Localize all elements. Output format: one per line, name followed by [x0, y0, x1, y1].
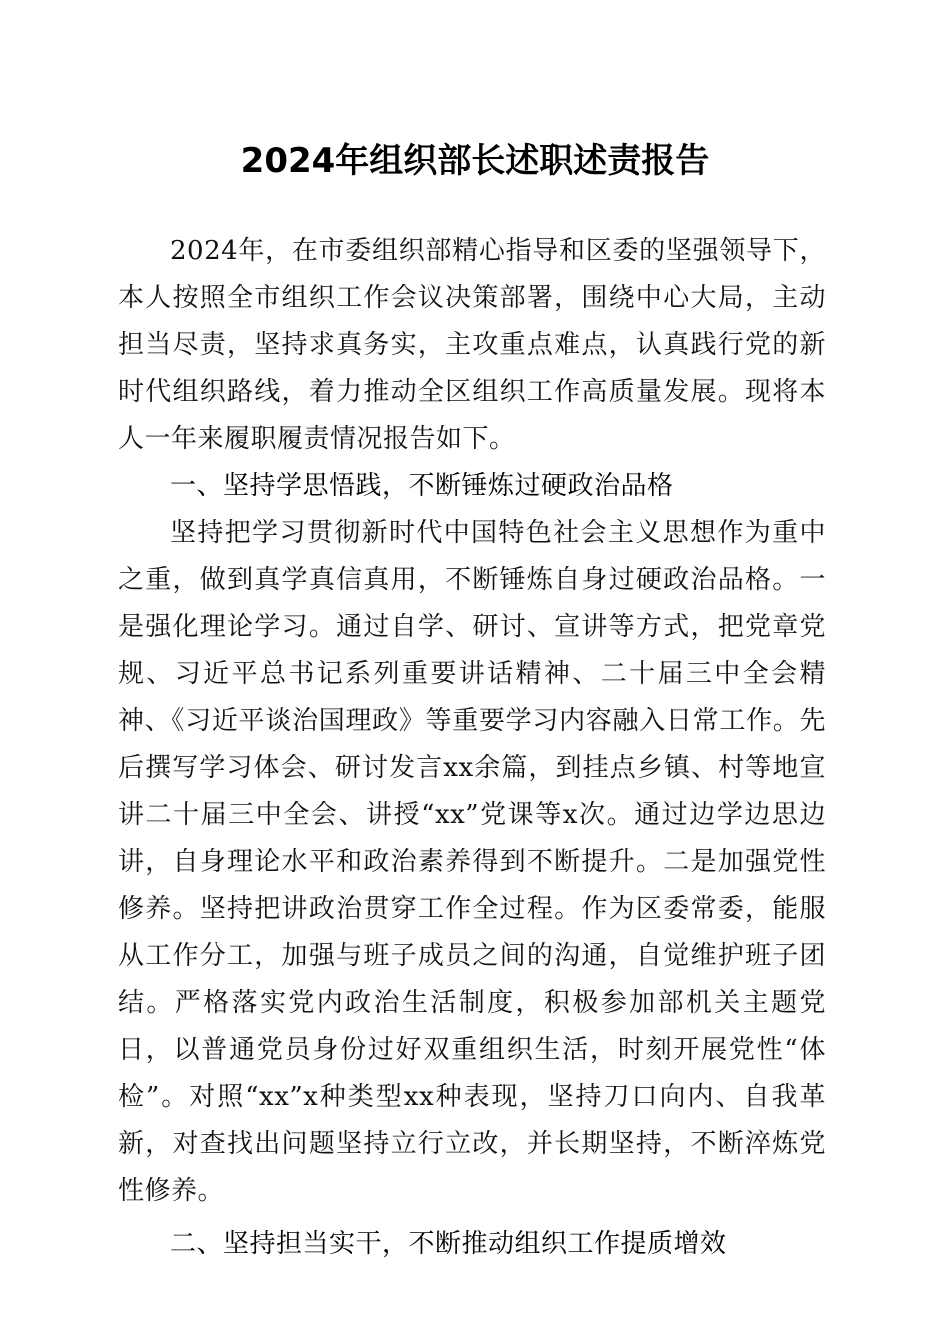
section-2-heading: 二、坚持担当实干，不断推动组织工作提质增效: [170, 1229, 727, 1259]
document-title: 2024年组织部长述职述责报告: [240, 141, 710, 181]
intro-paragraph: 2024年，在市委组织部精心指导和区委的坚强领导下，本人按照全市组织工作会议决策部署，围绕中心大局，主动担当尽责，坚持求真务实，主攻重点难点，认真践行党的新时代组织路线，着力推动全区组织工作高质量发展。现将本人一年来履职履责情况报告如下。: [118, 236, 826, 454]
section-1-heading: 一、坚持学思悟践，不断锤炼过硬政治品格: [170, 471, 674, 501]
section-1-paragraph: 坚持把学习贯彻新时代中国特色社会主义思想作为重中之重，做到真学真信真用，不断锤炼自身过硬政治品格。一是强化理论学习。通过自学、研讨、宣讲等方式，把党章党规、习近平总书记系列重要讲话精神、二十届三中全会精神、《习近平谈治国理政》等重要学习内容融入日常工作。先后撰写学习体会、研讨发言xx余篇，到挂点乡镇、村等地宣讲二十届三中全会、讲授“xx”党课等x次。通过边学边思边讲，自身理论水平和政治素养得到不断提升。二是加强党性修养。坚持把讲政治贯穿工作全过程。作为区委常委，能服从工作分工，加强与班子成员之间的沟通，自觉维护班子团结。严格落实党内政治生活制度，积极参加部机关主题党日，以普通党员身份过好双重组织生活，时刻开展党性“体检”。对照“xx”x种类型xx种表现，坚持刀口向内、自我革新，对查找出问题坚持立行立改，并长期坚持，不断淬炼党性修养。: [118, 518, 826, 1206]
document-body: [118, 228, 826, 1268]
